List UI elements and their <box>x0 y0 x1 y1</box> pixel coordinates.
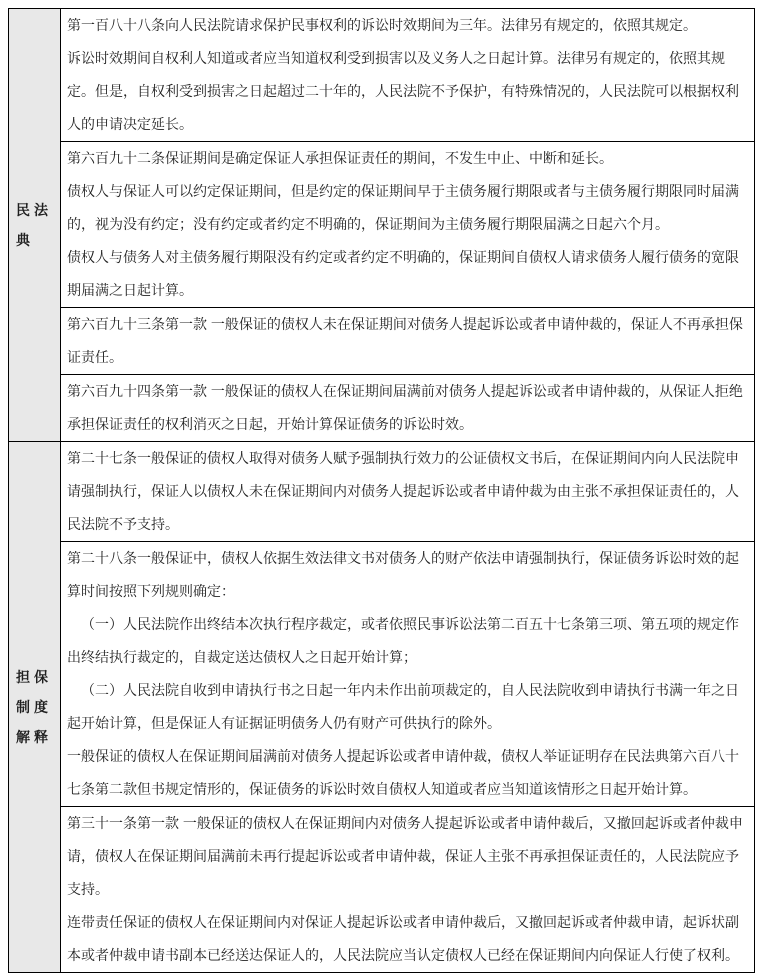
table-row <box>9 9 755 142</box>
statute-comparison-table <box>8 8 755 973</box>
statute-paragraph: 第六百九十二条保证期间是确定保证人承担保证责任的期间，不发生中止、中断和延长。 <box>67 150 613 166</box>
statute-paragraph: 第一百八十八条向人民法院请求保护民事权利的诉讼时效期间为三年。法律另有规定的，依照其规定。 <box>67 17 697 33</box>
statute-paragraph: 一般保证的债权人在保证期间届满前对债务人提起诉讼或者申请仲裁，债权人举证证明存在民法典第六百八十七条第二款但书规定情形的，保证债务的诉讼时效自债权人知道或者应当知道该情形之日起开始计算。 <box>67 748 739 797</box>
statute-paragraph: 债权人与债务人对主债务履行期限没有约定或者约定不明确的，保证期间自债权人请求债务人履行债务的宽限期届满之日起计算。 <box>67 249 739 298</box>
statute-paragraph: 第二十八条一般保证中，债权人依据生效法律文书对债务人的财产依法申请强制执行，保证债务诉讼时效的起算时间按照下列规则确定： <box>67 550 739 599</box>
statute-cell-article-28 <box>61 542 755 807</box>
row-header-guarantee-interpretation <box>9 442 61 973</box>
statute-paragraph: 第六百九十四条第一款 一般保证的债权人在保证期间届满前对债务人提起诉讼或者申请仲裁的，从保证人拒绝承担保证责任的权利消灭之日起，开始计算保证债务的诉讼时效。 <box>67 383 743 432</box>
statute-cell-article-27 <box>61 442 755 542</box>
statute-paragraph: 连带责任保证的债权人在保证期间内对保证人提起诉讼或者申请仲裁后，又撤回起诉或者仲裁申请，起诉状副本或者仲裁申请书副本已经送达保证人的，人民法院应当认定债权人已经在保证期间内向保证人行使了权利。 <box>67 914 739 963</box>
row-header-label: 担保制度解释 <box>16 669 52 745</box>
table-row <box>9 142 755 308</box>
row-header-label: 民法典 <box>16 202 52 248</box>
statute-paragraph: 第三十一条第一款 一般保证的债权人在保证期间内对债务人提起诉讼或者申请仲裁后，又撤回起诉或者仲裁申请，债权人在保证期间届满前未再行提起诉讼或者申请仲裁，保证人主张不再承担保证责任的，人民法院应予支持。 <box>67 815 743 897</box>
table-row <box>9 542 755 807</box>
statute-paragraph: 诉讼时效期间自权利人知道或者应当知道权利受到损害以及义务人之日起计算。法律另有规定的，依照其规定。但是，自权利受到损害之日起超过二十年的，人民法院不予保护，有特殊情况的，人民法院可以根据权利人的申请决定延长。 <box>67 50 739 132</box>
statute-cell-article-693 <box>61 308 755 375</box>
statute-paragraph: 债权人与保证人可以约定保证期间，但是约定的保证期间早于主债务履行期限或者与主债务履行期限同时届满的，视为没有约定；没有约定或者约定不明确的，保证期间为主债务履行期限届满之日起六个月。 <box>67 183 739 232</box>
row-header-civil-code <box>9 9 61 442</box>
statute-paragraph-item-1: （一）人民法院作出终结本次执行程序裁定，或者依照民事诉讼法第二百五十七条第三项、第五项的规定作出终结执行裁定的，自裁定送达债权人之日起开始计算； <box>67 616 739 665</box>
statute-cell-article-694 <box>61 375 755 442</box>
table-row <box>9 308 755 375</box>
statute-cell-article-31 <box>61 807 755 973</box>
statute-paragraph: 第二十七条一般保证的债权人取得对债务人赋予强制执行效力的公证债权文书后，在保证期间内向人民法院申请强制执行，保证人以债权人未在保证期间内对债务人提起诉讼或者申请仲裁为由主张不承担保证责任的，人民法院不予支持。 <box>67 450 739 532</box>
statute-paragraph: 第六百九十三条第一款 一般保证的债权人未在保证期间对债务人提起诉讼或者申请仲裁的，保证人不再承担保证责任。 <box>67 316 743 365</box>
statute-paragraph-item-2: （二）人民法院自收到申请执行书之日起一年内未作出前项裁定的，自人民法院收到申请执行书满一年之日起开始计算，但是保证人有证据证明债务人仍有财产可供执行的除外。 <box>67 682 739 731</box>
table-row <box>9 442 755 542</box>
statute-cell-article-188 <box>61 9 755 142</box>
table-row <box>9 807 755 973</box>
statute-cell-article-692 <box>61 142 755 308</box>
table-row <box>9 375 755 442</box>
